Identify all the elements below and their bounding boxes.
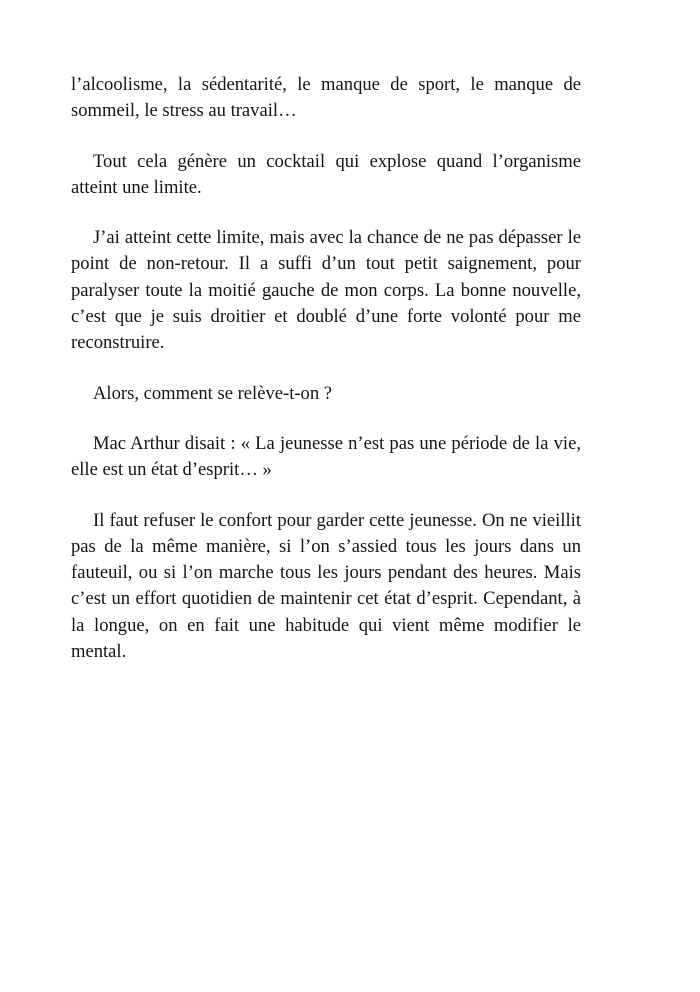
paragraph: Il faut refuser le confort pour garder cette jeunesse. On ne vieillit pas de la même manière, si l’on s’assied tous les jours dans un fauteuil, ou si l’on marche tous les jours pendant des heures. Mais c’est un effort quotidien de maintenir cet état d’esprit. Cependant, à la longue, on en fait une habitude qui vient même modifier le mental.: [71, 509, 581, 663]
paragraph-quote: Mac Arthur disait : « La jeunesse n’est pas une période de la vie, elle est un état d’esprit… »: [71, 432, 581, 481]
page-body: [71, 72, 581, 689]
paragraph: J’ai atteint cette limite, mais avec la chance de ne pas dépasser le point de non-retour. Il a suffi d’un tout petit saignement, pour paralyser toute la moitié gauche de mon corps. La bonne nouvelle, c’est que je suis droitier et doublé d’une forte volonté pour me reconstruire.: [71, 227, 581, 354]
paragraph-continuation: l’alcoolisme, la sédentarité, le manque de sport, le manque de sommeil, le stress au travail…: [71, 74, 581, 122]
paragraph: Alors, comment se relève-t-on ?: [93, 382, 333, 404]
paragraph: Tout cela génère un cocktail qui explose quand l’organisme atteint une limite.: [71, 150, 581, 198]
